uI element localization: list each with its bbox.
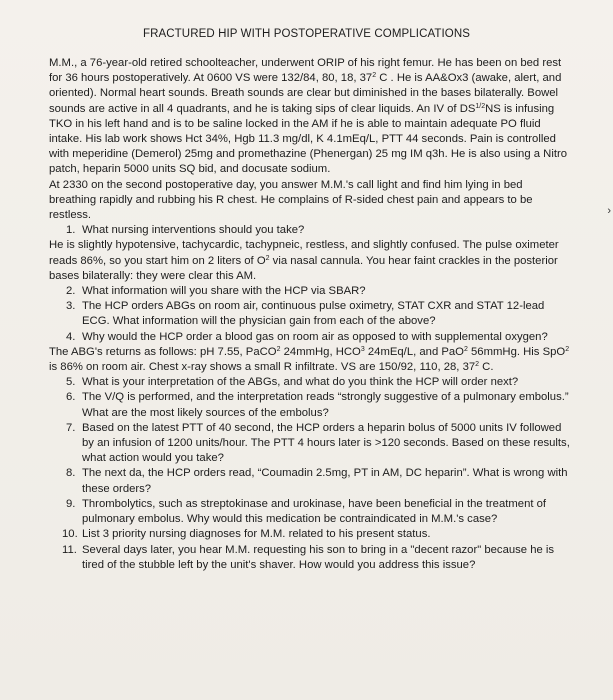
question-item: 7. Based on the latest PTT of 40 second, the HCP orders a heparin bolus of 5000 units IV followed by an infusion of 1200 units/hour. The PTT 4 hours later is >120 seconds. Based on these results, what action would you take? (66, 421, 570, 465)
question-item: 1. What nursing interventions should you take? (66, 224, 305, 237)
question-item: 11. Several days later, you hear M.M. requesting his son to bring in a "decent razor" because he is tired of the stubble left by the unit's shaver. How would you address this issue? (62, 543, 555, 571)
question-item: 3. The HCP orders ABGs on room air, continuous pulse oximetry, STAT CXR and STAT 12-lead ECG. What information will the physician gain from each of the above? (66, 300, 545, 328)
question-item: 10. List 3 priority nursing diagnoses for M.M. related to his present status. (62, 528, 431, 541)
question-item: 5. What is your interpretation of the ABGs, and what do you think the HCP will order next? (66, 376, 519, 389)
question-item: 8. The next da, the HCP orders read, “Coumadin 2.5mg, PT in AM, DC heparin”. What is wrong with these orders? (66, 467, 568, 495)
page-title: FRACTURED HIP WITH POSTOPERATIVE COMPLICATIONS (142, 28, 471, 40)
document-body (49, 56, 571, 573)
question-item: 6. The V/Q is performed, and the interpretation reads “strongly suggestive of a pulmonary embolus.” What are the most likely sources of the embolus? (66, 391, 569, 419)
page-edge-chevron-icon: › (607, 205, 611, 217)
question-list-a (49, 223, 571, 238)
question-item: 9. Thrombolytics, such as streptokinase and urokinase, have been beneficial in the treatment of pulmonary embolus. Why would this medication be contraindicated in M.M.'s case? (66, 497, 547, 526)
case-paragraph-1: M.M., a 76-year-old retired schoolteacher, underwent ORIP of his right femur. He has been on bed rest for 36 hours postoperatively. At 0600 VS were 132/84, 80, 18, $37^2$ C . He is AA&Ox3 (awake, alert, and oriented). Normal heart sounds. Breath sounds are clear but diminished in the bases bilaterally. Bowel sounds are active in all 4 quadrants, and he is taking sips of clear liquids. An IV of $DS^{1/2}NS$ is infusing TKO in his left hand and is to be saline locked in the AM if he is able to maintain adequate PO fluid intake. His lab work shows Hct 34%, Hgb 11.3 mg/dl, K 4.1mEq/L, PTT 44 seconds. Pain is controlled with meperidine (Demerol) 25mg and promethazine (Phenergan) 25 mg IM q3h. He is also using a Nitro patch, heparin 5000 units SQ bid, and docusate sodium. (49, 57, 568, 176)
question-list-c (49, 375, 571, 573)
case-paragraph-4: The ABG's returns as follows: pH 7.55, PaCO$^2$ 24mmHg, HCO$^3$ 24mEq/L, and PaO$^2$ 56mmHg. His SpO$^2$ is 86% on room air. Chest x-ray shows a small R infiltrate. VS are 150/92, 110, 28, $37^2$ C. (49, 345, 570, 374)
question-item: 4. Why would the HCP order a blood gas on room air as opposed to with supplemental oxygen? (66, 330, 548, 343)
case-paragraph-2: At 2330 on the second postoperative day, you answer M.M.'s call light and find him lying in bed breathing rapidly and rubbing his R chest. He complains of R-sided chest pain and appears to be restless. (49, 178, 533, 222)
question-list-b (49, 284, 571, 345)
case-paragraph-3: He is slightly hypotensive, tachycardic, tachypneic, restless, and slightly confused. The pulse oximeter reads 86%, so you start him on 2 liters of $O^2$ via nasal cannula. You hear faint crackles in the posterior bases bilaterally: they were clear this AM. (49, 239, 559, 282)
question-item: 2. What information will you share with the HCP via SBAR? (66, 285, 366, 298)
